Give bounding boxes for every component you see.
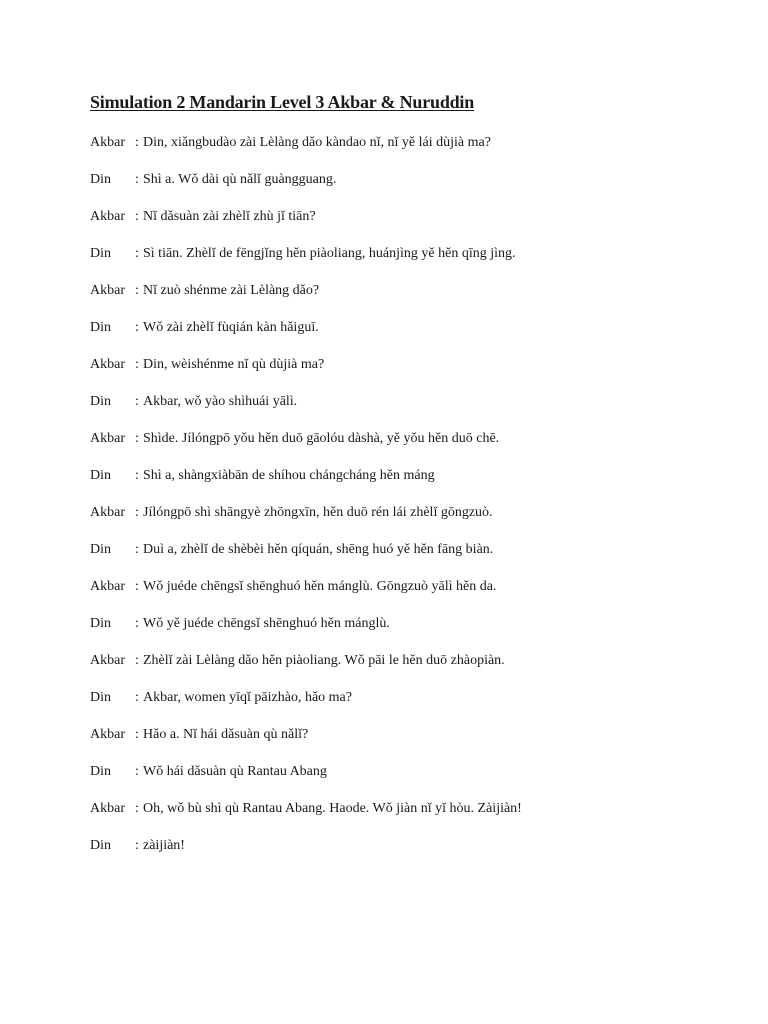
speaker-separator: : (135, 172, 139, 187)
speaker-name: Akbar (90, 653, 125, 668)
speaker-separator: : (135, 764, 139, 779)
dialogue-line (90, 726, 730, 763)
speaker-name: Din (90, 394, 111, 409)
dialogue-text: Wǒ juéde chēngsǐ shēnghuó hěn mánglù. Gōngzuò yālì hěn da. (143, 579, 497, 594)
dialogue-line (90, 763, 730, 800)
speaker-separator: : (135, 135, 139, 150)
dialogue-text: Wǒ yě juéde chēngsǐ shēnghuó hěn mánglù. (143, 616, 390, 631)
speaker-name: Din (90, 542, 111, 557)
dialogue-text: Shì a, shàngxiàbān de shíhou chángcháng hěn máng (143, 468, 435, 483)
dialogue-text: Akbar, women yīqǐ pāizhào, hǎo ma? (143, 690, 352, 705)
speaker-name: Din (90, 320, 111, 335)
speaker-separator: : (135, 320, 139, 335)
speaker-name: Din (90, 616, 111, 631)
dialogue-text: Din, xiǎngbudào zài Lèlàng dǎo kàndao nǐ, nǐ yě lái dùjià ma? (143, 135, 491, 150)
speaker-name: Akbar (90, 209, 125, 224)
speaker-name: Akbar (90, 431, 125, 446)
dialogue-text: Akbar, wǒ yào shìhuái yālì. (143, 394, 298, 409)
speaker-separator: : (135, 690, 139, 705)
dialogue-line (90, 615, 730, 652)
speaker-separator: : (135, 283, 139, 298)
dialogue-line (90, 689, 730, 726)
speaker-separator: : (135, 431, 139, 446)
dialogue-text: Shì a. Wǒ dài qù nǎlǐ guàngguang. (143, 172, 337, 187)
speaker-name: Akbar (90, 135, 125, 150)
dialogue-line (90, 652, 730, 689)
dialogue-line (90, 282, 730, 319)
dialogue-text: Hǎo a. Nǐ hái dǎsuàn qù nǎlǐ? (143, 727, 309, 742)
speaker-name: Din (90, 172, 111, 187)
dialogue-text: Wǒ hái dǎsuàn qù Rantau Abang (143, 764, 327, 779)
speaker-separator: : (135, 394, 139, 409)
dialogue-text: Zhèlǐ zài Lèlàng dǎo hěn piàoliang. Wǒ pāi le hěn duō zhàopiàn. (143, 653, 505, 668)
dialogue-line (90, 541, 730, 578)
speaker-name: Din (90, 246, 111, 261)
speaker-separator: : (135, 616, 139, 631)
speaker-name: Din (90, 468, 111, 483)
speaker-separator: : (135, 246, 139, 261)
speaker-name: Akbar (90, 579, 125, 594)
dialogue-line (90, 208, 730, 245)
speaker-separator: : (135, 209, 139, 224)
speaker-name: Akbar (90, 727, 125, 742)
dialogue-line (90, 356, 730, 393)
dialogue-line (90, 837, 730, 874)
speaker-name: Akbar (90, 357, 125, 372)
speaker-separator: : (135, 838, 139, 853)
speaker-separator: : (135, 505, 139, 520)
speaker-separator: : (135, 653, 139, 668)
dialogue-text: Oh, wǒ bù shì qù Rantau Abang. Haode. Wǒ jiàn nǐ yǐ hòu. Zàijiàn! (143, 801, 522, 816)
dialogue-text: Wǒ zài zhèlǐ fùqián kàn hǎiguī. (143, 320, 319, 335)
dialogue-text: Jílóngpō shì shāngyè zhōngxīn, hěn duō rén lái zhèlǐ gōngzuò. (143, 505, 493, 520)
dialogue-line (90, 578, 730, 615)
speaker-separator: : (135, 801, 139, 816)
speaker-name: Din (90, 690, 111, 705)
speaker-separator: : (135, 579, 139, 594)
document-title: Simulation 2 Mandarin Level 3 Akbar & Nuruddin (90, 92, 475, 112)
speaker-name: Akbar (90, 283, 125, 298)
dialogue-line (90, 319, 730, 356)
speaker-name: Akbar (90, 801, 125, 816)
dialogue-line (90, 800, 730, 837)
dialogue-line (90, 467, 730, 504)
dialogue-text: Nǐ zuò shénme zài Lèlàng dǎo? (143, 283, 320, 298)
speaker-separator: : (135, 468, 139, 483)
dialogue-text: Duì a, zhèlǐ de shèbèi hěn qíquán, shēng huó yě hěn fāng biàn. (143, 542, 494, 557)
dialogue-line (90, 134, 730, 171)
dialogue-line (90, 430, 730, 467)
speaker-name: Akbar (90, 505, 125, 520)
speaker-separator: : (135, 357, 139, 372)
speaker-name: Din (90, 764, 111, 779)
dialogue-text: Sì tiān. Zhèlǐ de fēngjǐng hěn piàoliang, huánjìng yě hěn qīng jìng. (143, 246, 516, 261)
dialogue-line (90, 171, 730, 208)
dialogue-line (90, 393, 730, 430)
dialogue-line (90, 245, 730, 282)
dialogue-text: zàijiàn! (143, 838, 185, 853)
speaker-separator: : (135, 542, 139, 557)
speaker-separator: : (135, 727, 139, 742)
dialogue-line (90, 504, 730, 541)
dialogue-text: Shìde. Jílóngpō yǒu hěn duō gāolóu dàshà, yě yǒu hěn duō chē. (143, 431, 500, 446)
dialogue (90, 134, 730, 874)
dialogue-text: Din, wèishénme nǐ qù dùjià ma? (143, 357, 325, 372)
dialogue-text: Nǐ dǎsuàn zài zhèlǐ zhù jǐ tiān? (143, 209, 316, 224)
speaker-name: Din (90, 838, 111, 853)
